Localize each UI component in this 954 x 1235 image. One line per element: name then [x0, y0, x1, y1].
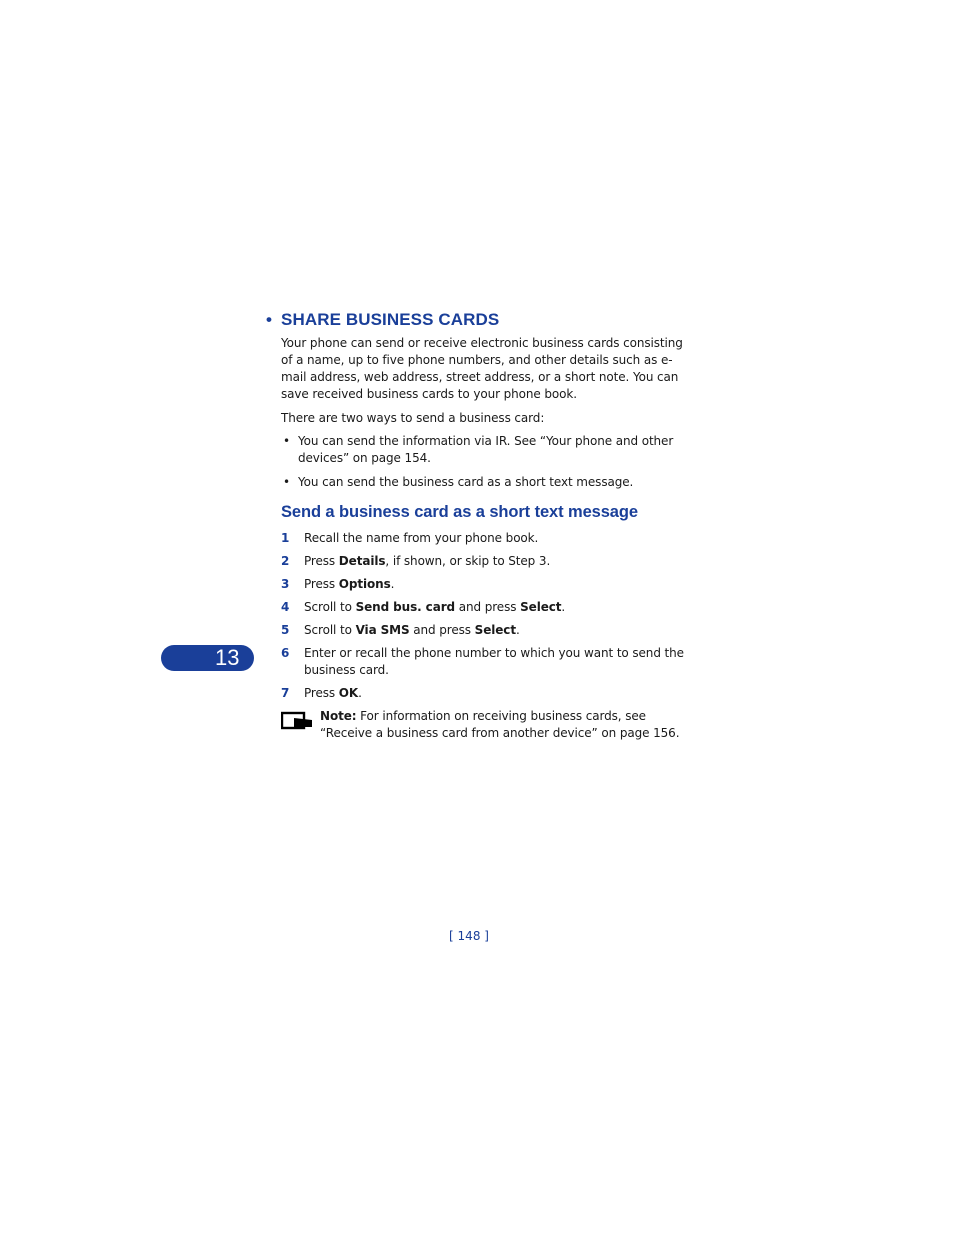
- step-item: [281, 645, 686, 679]
- chapter-tab: [161, 645, 254, 671]
- bullet-dot: •: [283, 434, 290, 448]
- step-text-mid: and press: [409, 623, 475, 637]
- step-item: [281, 622, 686, 639]
- step-text-pre: Scroll to: [304, 623, 356, 637]
- step-keyword-2: Select: [520, 600, 562, 614]
- step-number: 2: [281, 554, 290, 568]
- bullet-dot: •: [283, 475, 290, 489]
- step-number: 6: [281, 646, 290, 660]
- step-text: Recall the name from your phone book.: [304, 531, 539, 545]
- subheading: Send a business card as a short text message: [281, 503, 638, 521]
- list-item: [281, 474, 686, 491]
- step-number: 5: [281, 623, 290, 637]
- step-text: Enter or recall the phone number to which you want to send the business card.: [304, 646, 684, 677]
- step-text-post: .: [390, 577, 395, 591]
- step-item: [281, 553, 686, 570]
- note-label: Note:: [320, 709, 357, 723]
- section-title: [266, 310, 499, 330]
- step-number: 1: [281, 531, 290, 545]
- note-text: For information on receiving business cards, see “Receive a business card from another device” on page 156.: [320, 709, 680, 740]
- step-text-post: .: [561, 600, 566, 614]
- step-number: 4: [281, 600, 290, 614]
- step-keyword: Options: [338, 577, 391, 591]
- step-number: 3: [281, 577, 290, 591]
- note-block: [281, 708, 686, 742]
- step-text-pre: Press: [304, 554, 339, 568]
- ways-list: [281, 433, 686, 491]
- step-text-post: .: [515, 623, 520, 637]
- step-item: [281, 599, 686, 616]
- list-item: [281, 433, 686, 467]
- step-keyword-2: Select: [474, 623, 516, 637]
- ways-intro: There are two ways to send a business card:: [281, 411, 545, 425]
- step-text-post: .: [358, 686, 362, 700]
- intro-paragraph: Your phone can send or receive electronic business cards consisting of a name, up to five phone numbers, and other details such as e-mail address, web address, street address, or a short note. You can save received business cards to your phone book.: [281, 336, 683, 401]
- section-title-text: SHARE BUSINESS CARDS: [281, 310, 500, 329]
- step-number: 7: [281, 686, 290, 700]
- content-column: [281, 335, 686, 742]
- step-item: [281, 685, 686, 702]
- step-keyword: Send bus. card: [355, 600, 456, 614]
- step-item: [281, 530, 686, 547]
- step-item: [281, 576, 686, 593]
- step-text-mid: and press: [455, 600, 521, 614]
- step-text-pre: Press: [304, 686, 339, 700]
- step-keyword: OK: [338, 686, 359, 700]
- list-item-text: You can send the information via IR. See “Your phone and other devices” on page 154.: [298, 434, 674, 465]
- step-text-pre: Scroll to: [304, 600, 356, 614]
- step-text-pre: Press: [304, 577, 339, 591]
- page-number: [ 148 ]: [449, 929, 489, 943]
- steps-list: [281, 530, 686, 702]
- step-keyword: Details: [338, 554, 386, 568]
- note-icon: [281, 711, 313, 731]
- chapter-number: 13: [215, 645, 240, 670]
- step-keyword: Via SMS: [355, 623, 410, 637]
- list-item-text: You can send the business card as a short text message.: [298, 475, 634, 489]
- step-text-post: , if shown, or skip to Step 3.: [385, 554, 551, 568]
- section-bullet: •: [266, 310, 273, 329]
